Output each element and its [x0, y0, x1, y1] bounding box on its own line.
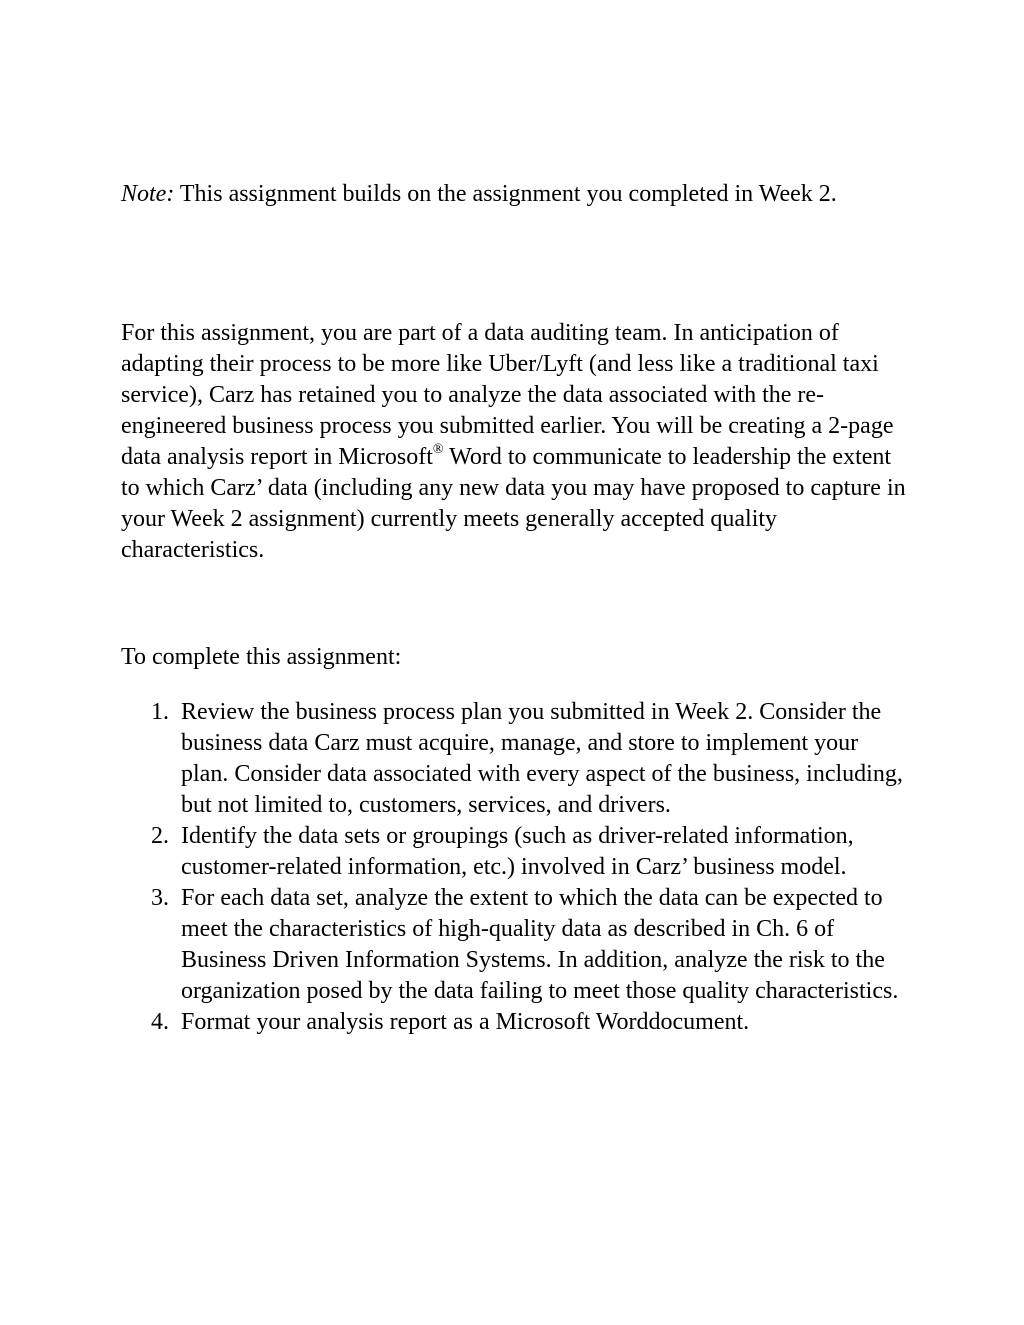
note-paragraph [121, 179, 911, 210]
document-page [121, 0, 911, 1325]
intro-paragraph [121, 318, 911, 566]
list-item-text: Review the business process plan you submitted in Week 2. Consider the business data Carz must acquire, manage, and store to implement your plan. Consider data associated with every aspect of the business, including, but not limited to, customers, services, and drivers. [181, 699, 903, 818]
instructions-list [121, 697, 911, 1038]
intro-text-part1: For this assignment, you are part of a data auditing team. In anticipation of adapting their process to be more like Uber/Lyft (and less like a traditional taxi service), Carz has retained you to analyze the data associated with the re-engineered business process you submitted earlier. You will be creating a 2-page data analysis report in Microsoft [121, 320, 894, 470]
list-item-number: 3. [151, 885, 169, 911]
list-item-number: 2. [151, 823, 169, 849]
list-item-number: 1. [151, 699, 169, 725]
list-item [121, 821, 911, 883]
note-label: Note: [121, 181, 175, 207]
intro-text-part2: Word to communicate to leadership the extent to which Carz’ data (including any new data you may have proposed to capture in your Week 2 assignment) currently meets generally accepted quality characteristics. [121, 444, 906, 563]
instructions-lead: To complete this assignment: [121, 644, 402, 670]
list-item [121, 697, 911, 821]
list-item-text: Identify the data sets or groupings (such as driver-related information, customer-related information, etc.) involved in Carz’ business model. [181, 823, 854, 880]
registered-trademark-symbol: ® [432, 442, 444, 457]
list-item-number: 4. [151, 1009, 169, 1035]
list-item [121, 883, 911, 1007]
list-item-text: For each data set, analyze the extent to which the data can be expected to meet the characteristics of high-quality data as described in Ch. 6 of Business Driven Information Systems. In addition, analyze the risk to the organization posed by the data failing to meet those quality characteristics. [181, 885, 899, 1004]
list-item [121, 1007, 911, 1038]
list-item-text: Format your analysis report as a Microsoft Worddocument. [181, 1009, 750, 1035]
note-text: This assignment builds on the assignment you completed in Week 2. [174, 181, 837, 207]
